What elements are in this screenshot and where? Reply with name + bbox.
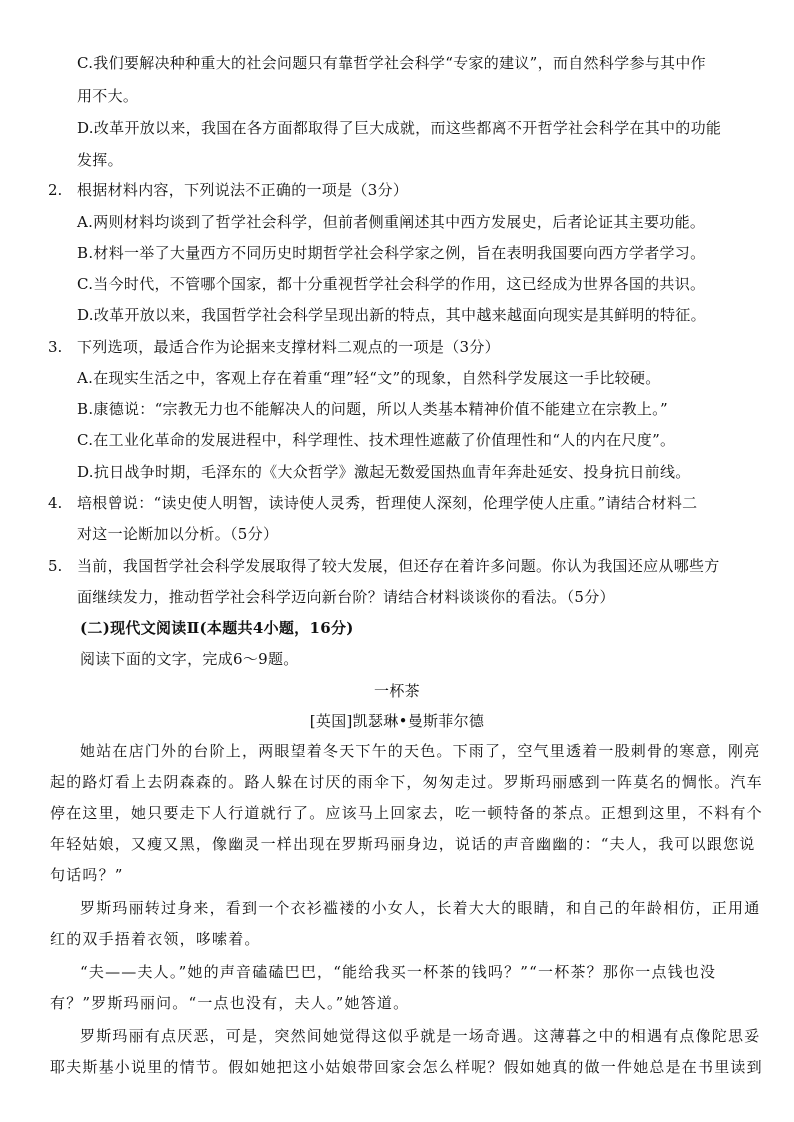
q2-option-b: B.材料一举了大量西方不同历史时期哲学社会科学家之例，旨在表明我国要向西方学者学习。 <box>77 244 706 262</box>
story-title: 一杯茶 <box>374 682 420 700</box>
q1-option-c-line2: 用不大。 <box>77 87 139 105</box>
story-p2-line: 红的双手捂着衣领，哆嗦着。 <box>50 930 261 948</box>
story-p1-line: 年轻姑娘，又瘦又黑，像幽灵一样出现在罗斯玛丽身边，说话的声音幽幽的：“夫人，我可以跟您说 <box>50 835 756 853</box>
section-instruction: 阅读下面的文字，完成6～9题。 <box>80 650 299 668</box>
q3-option-a: A.在现实生活之中，客观上存在着重“理”轻“文”的现象，自然科学发展这一手比较硬。 <box>77 369 661 387</box>
q3-number: 3. <box>48 338 63 356</box>
q5-line1: 当前，我国哲学社会科学发展取得了较大发展，但还存在着许多问题。你认为我国还应从哪些方 <box>77 557 720 575</box>
q1-option-d-line2: 发挥。 <box>77 151 123 169</box>
q3-option-b: B.康德说：“宗教无力也不能解决人的问题，所以人类基本精神价值不能建立在宗教上。” <box>77 400 668 418</box>
q2-option-d: D.改革开放以来，我国哲学社会科学呈现出新的特点，其中越来越面向现实是其鲜明的特征。 <box>77 306 706 324</box>
q3-option-d: D.抗日战争时期，毛泽东的《大众哲学》激起无数爱国热血青年奔赴延安、投身抗日前线。 <box>77 463 691 481</box>
q2-option-c: C.当今时代，不管哪个国家，都十分重视哲学社会科学的作用，这已经成为世界各国的共识。 <box>77 275 706 293</box>
story-p3-line: “夫——夫人。”她的声音磕磕巴巴，“能给我买一杯茶的钱吗？”“一杯茶？那你一点钱也没 <box>80 963 717 981</box>
story-p1-line: 起的路灯看上去阴森森的。路人躲在讨厌的雨伞下，匆匆走过。罗斯玛丽感到一阵莫名的惆怅。汽车 <box>50 773 763 791</box>
story-author: [英国]凯瑟琳•曼斯菲尔德 <box>309 712 485 730</box>
story-p3-line: 有？”罗斯玛丽问。“一点也没有，夫人。”她答道。 <box>50 994 410 1012</box>
q2-number: 2. <box>48 181 63 199</box>
q5-line2: 面继续发力，推动哲学社会科学迈向新台阶？请结合材料谈谈你的看法。（5分） <box>77 588 615 606</box>
story-p4-line: 耶夫斯基小说里的情节。假如她把这小姑娘带回家会怎么样呢？假如她真的做一件她总是在书里读到 <box>50 1058 763 1076</box>
q3-option-c: C.在工业化革命的发展进程中，科学理性、技术理性遮蔽了价值理性和“人的内在尺度”。 <box>77 431 676 449</box>
q3-stem: 下列选项，最适合作为论据来支撑材料二观点的一项是（3分） <box>77 338 500 356</box>
q1-option-c-line1: C.我们要解决种种重大的社会问题只有靠哲学社会科学“专家的建议”，而自然科学参与其中作 <box>77 54 706 72</box>
section-heading: (二)现代文阅读Ⅱ(本题共4小题，16分) <box>80 619 354 637</box>
story-p1-line: 句话吗？” <box>50 866 124 884</box>
q4-line2: 对这一论断加以分析。（5分） <box>77 525 279 543</box>
q2-option-a: A.两则材料均谈到了哲学社会科学，但前者侧重阐述其中西方发展史，后者论证其主要功能。 <box>77 213 706 231</box>
q1-option-d-line1: D.改革开放以来，我国在各方面都取得了巨大成就，而这些都离不开哲学社会科学在其中的功能 <box>77 119 722 137</box>
story-p2-line: 罗斯玛丽转过身来，看到一个衣衫褴褛的小女人，长着大大的眼睛，和自己的年龄相仿，正用通 <box>80 899 761 917</box>
q2-stem: 根据材料内容，下列说法不正确的一项是（3分） <box>77 181 409 199</box>
story-p1-line: 停在这里，她只要走下人行道就行了。应该马上回家去，吃一顿特备的茶点。正想到这里，不料有个 <box>50 804 763 822</box>
q4-number: 4. <box>48 494 63 512</box>
story-p1-line: 她站在店门外的台阶上，两眼望着冬天下午的天色。下雨了，空气里透着一股刺骨的寒意，刚亮 <box>80 742 761 760</box>
q4-line1: 培根曾说：“读史使人明智，读诗使人灵秀，哲理使人深刻，伦理学使人庄重。”请结合材料二 <box>77 494 698 512</box>
q5-number: 5. <box>48 557 63 575</box>
story-p4-line: 罗斯玛丽有点厌恶，可是，突然间她觉得这似乎就是一场奇遇。这薄暮之中的相遇有点像陀思妥 <box>80 1027 761 1045</box>
